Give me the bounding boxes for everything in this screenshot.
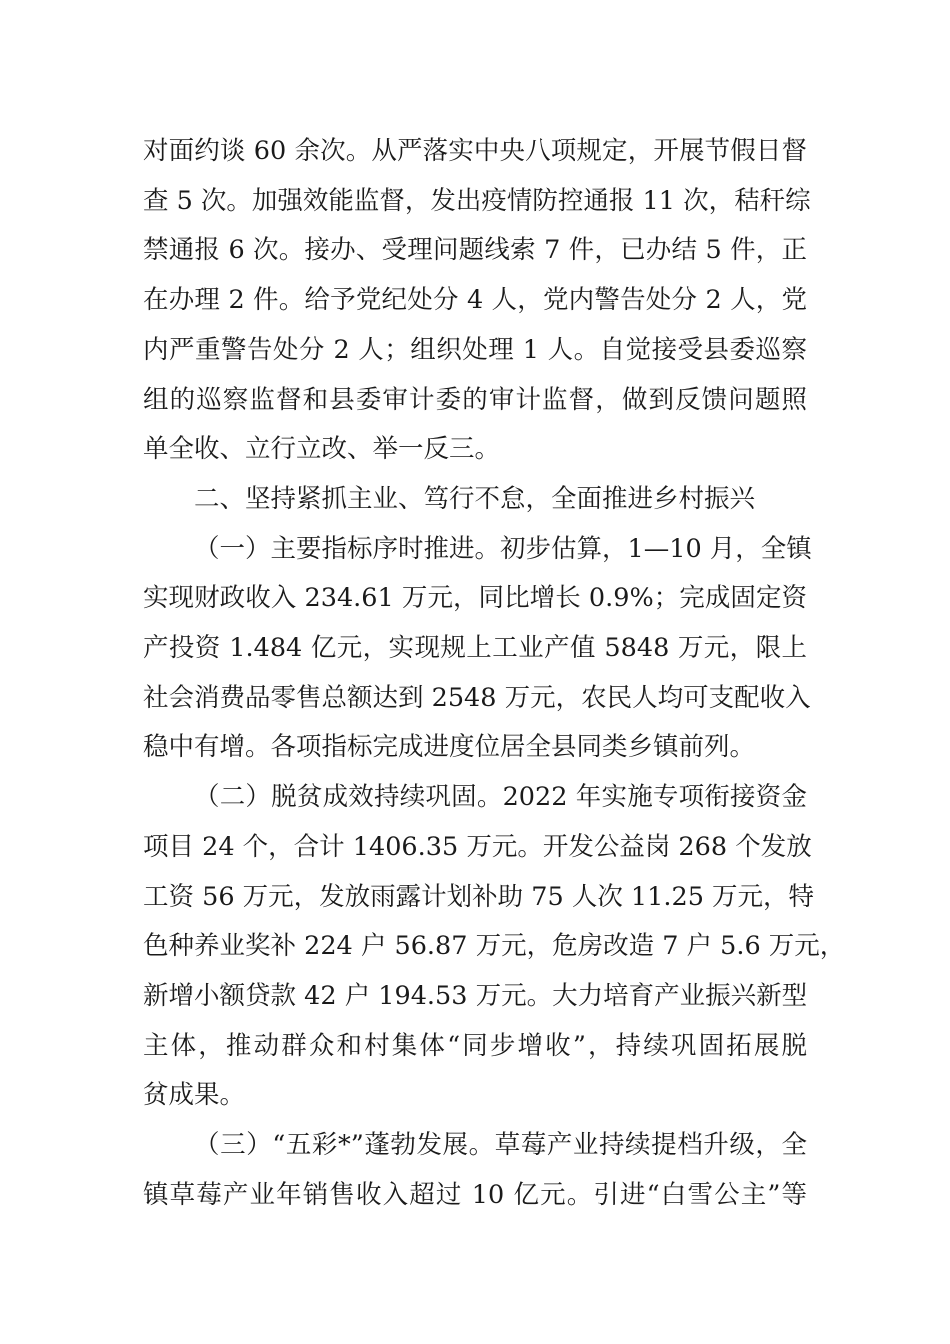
text-line: 工资 56 万元，发放雨露计划补助 75 人次 11.25 万元，特: [143, 881, 815, 912]
text-line: 组的巡察监督和县委审计委的审计监督，做到反馈问题照: [143, 384, 807, 415]
text-line: 主体，推动群众和村集体“同步增收”，持续巩固拓展脱: [143, 1030, 807, 1061]
text-line: 项目 24 个，合计 1406.35 万元。开发公益岗 268 个发放: [143, 831, 812, 862]
text-line: 新增小额贷款 42 户 194.53 万元。大力培育产业振兴新型: [143, 980, 808, 1011]
paragraph-indicators: [143, 525, 812, 774]
text-line: （三）“五彩*”蓬勃发展。草莓产业持续提档升级，全: [194, 1130, 807, 1161]
text-line: 内严重警告处分 2 人；组织处理 1 人。自觉接受县委巡察: [143, 334, 807, 365]
text-line: 稳中有增。各项指标完成进度位居全县同类乡镇前列。: [143, 732, 756, 763]
paragraph-poverty-alleviation: [143, 773, 846, 1121]
text-line: （一）主要指标序时推进。初步估算，1—10 月，全镇: [194, 533, 812, 564]
text-line: 社会消费品零售总额达到 2548 万元，农民人均可支配收入: [143, 682, 811, 713]
paragraph-supervision: [143, 127, 811, 475]
text-line: 色种养业奖补 224 户 56.87 万元，危房改造 7 户 5.6 万元，: [143, 931, 846, 962]
paragraph-industry: [143, 1121, 807, 1220]
text-line: 查 5 次。加强效能监督，发出疫情防控通报 11 次，秸秆综: [143, 185, 811, 216]
heading-line: 二、坚持紧抓主业、笃行不怠，全面推进乡村振兴: [194, 483, 756, 514]
text-line: 产投资 1.484 亿元，实现规上工业产值 5848 万元，限上: [143, 633, 807, 664]
text-line: 禁通报 6 次。接办、受理问题线索 7 件，已办结 5 件，正: [143, 235, 807, 266]
text-line: 对面约谈 60 余次。从严落实中央八项规定，开展节假日督: [143, 136, 807, 166]
document-body: [143, 127, 846, 1220]
text-line: 实现财政收入 234.61 万元，同比增长 0.9%；完成固定资: [143, 583, 807, 614]
section-heading: [143, 475, 807, 525]
text-line: 镇草莓产业年销售收入超过 10 亿元。引进“白雪公主”等: [143, 1179, 807, 1210]
text-line: 贫成果。: [143, 1080, 246, 1111]
text-line: （二）脱贫成效持续巩固。2022 年实施专项衔接资金: [194, 782, 807, 813]
text-line: 单全收、立行立改、举一反三。: [143, 434, 501, 465]
text-line: 在办理 2 件。给予党纪处分 4 人，党内警告处分 2 人，党: [143, 285, 807, 316]
